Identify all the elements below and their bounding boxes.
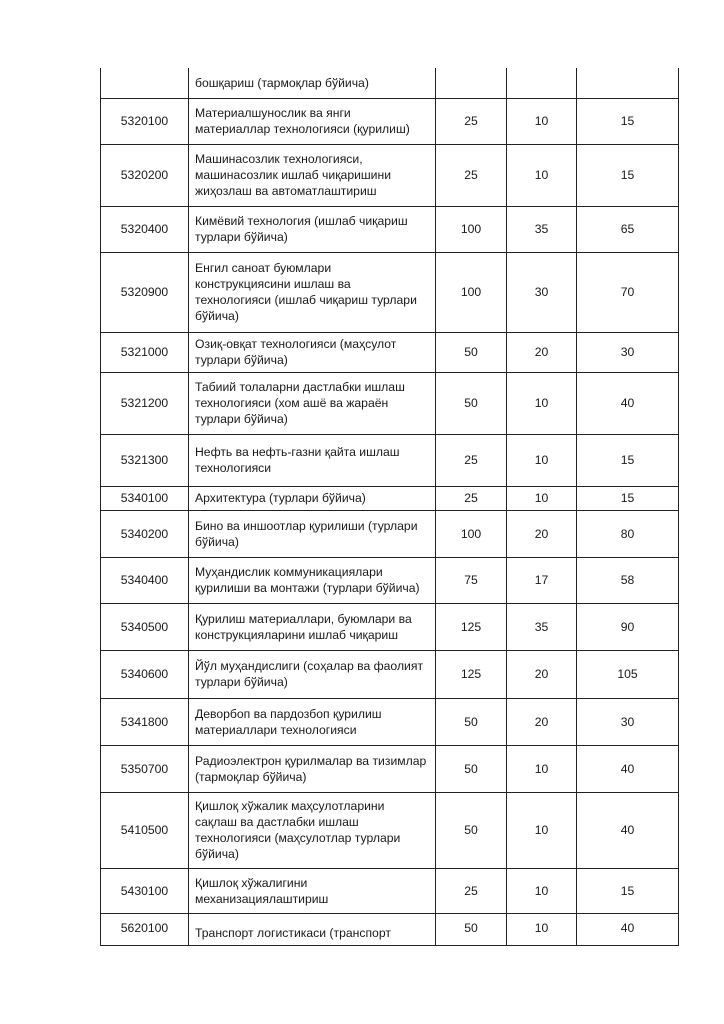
table-row [101, 206, 679, 252]
total-cell: 50 [436, 792, 507, 868]
table-row [101, 252, 679, 332]
total-cell: 100 [436, 206, 507, 252]
code-cell [101, 68, 189, 98]
a-cell: 10 [507, 792, 577, 868]
total-cell: 125 [436, 650, 507, 698]
table-row [101, 434, 679, 486]
table-row [101, 372, 679, 434]
a-cell: 10 [507, 913, 577, 945]
code-cell: 5350700 [101, 745, 189, 792]
total-cell [436, 68, 507, 98]
total-cell: 50 [436, 745, 507, 792]
b-cell: 15 [577, 486, 679, 510]
b-cell: 15 [577, 144, 679, 206]
total-cell: 25 [436, 486, 507, 510]
total-cell: 50 [436, 372, 507, 434]
b-cell: 30 [577, 698, 679, 745]
code-cell: 5620100 [101, 913, 189, 945]
a-cell: 10 [507, 868, 577, 913]
b-cell: 40 [577, 372, 679, 434]
a-cell: 10 [507, 98, 577, 144]
name-cell: Бино ва иншоотлар қурилиши (турлари бўйича) [189, 510, 436, 557]
b-cell: 15 [577, 98, 679, 144]
name-cell: бошқариш (тармоқлар бўйича) [189, 68, 436, 98]
a-cell: 10 [507, 434, 577, 486]
name-cell: Озиқ-овқат технологияси (маҳсулот турлари бўйича) [189, 332, 436, 372]
name-cell: Машинасозлик технологияси, машинасозлик ишлаб чиқаришини жиҳозлаш ва автоматлаштириш [189, 144, 436, 206]
name-cell: Архитектура (турлари бўйича) [189, 486, 436, 510]
code-cell: 5320900 [101, 252, 189, 332]
total-cell: 25 [436, 868, 507, 913]
code-cell: 5341800 [101, 698, 189, 745]
code-cell: 5340100 [101, 486, 189, 510]
table-row [101, 557, 679, 603]
total-cell: 50 [436, 332, 507, 372]
a-cell: 35 [507, 206, 577, 252]
a-cell: 10 [507, 144, 577, 206]
b-cell: 40 [577, 913, 679, 945]
b-cell: 58 [577, 557, 679, 603]
name-cell: Транспорт логистикаси (транспорт [189, 913, 436, 945]
name-cell: Қурилиш материаллари, буюмлари ва конструкцияларини ишлаб чиқариш [189, 603, 436, 650]
table-row [101, 510, 679, 557]
total-cell: 50 [436, 698, 507, 745]
a-cell: 30 [507, 252, 577, 332]
specialties-quota-table [100, 68, 679, 946]
total-cell: 25 [436, 144, 507, 206]
code-cell: 5321000 [101, 332, 189, 372]
code-cell: 5340400 [101, 557, 189, 603]
table-row [101, 650, 679, 698]
a-cell: 10 [507, 486, 577, 510]
a-cell: 10 [507, 372, 577, 434]
a-cell: 20 [507, 332, 577, 372]
table-row [101, 332, 679, 372]
a-cell [507, 68, 577, 98]
name-cell: Қишлоқ хўжалигини механизациялаштириш [189, 868, 436, 913]
table-row [101, 144, 679, 206]
a-cell: 20 [507, 698, 577, 745]
name-cell: Табиий толаларни дастлабки ишлаш технологияси (хом ашё ва жараён турлари бўйича) [189, 372, 436, 434]
name-cell: Радиоэлектрон қурилмалар ва тизимлар (тармоқлар бўйича) [189, 745, 436, 792]
code-cell: 5430100 [101, 868, 189, 913]
table-row [101, 792, 679, 868]
table-row [101, 68, 679, 98]
name-cell: Муҳандислик коммуникациялари қурилиши ва монтажи (турлари бўйича) [189, 557, 436, 603]
code-cell: 5410500 [101, 792, 189, 868]
code-cell: 5320400 [101, 206, 189, 252]
table-row [101, 868, 679, 913]
table-row [101, 698, 679, 745]
a-cell: 20 [507, 650, 577, 698]
name-cell: Кимёвий технология (ишлаб чиқариш турлари бўйича) [189, 206, 436, 252]
table-row [101, 603, 679, 650]
total-cell: 100 [436, 510, 507, 557]
code-cell: 5320200 [101, 144, 189, 206]
b-cell: 40 [577, 792, 679, 868]
total-cell: 100 [436, 252, 507, 332]
a-cell: 35 [507, 603, 577, 650]
table-row [101, 98, 679, 144]
b-cell: 90 [577, 603, 679, 650]
table-row [101, 745, 679, 792]
name-cell: Материалшунослик ва янги материаллар технологияси (қурилиш) [189, 98, 436, 144]
b-cell: 80 [577, 510, 679, 557]
b-cell: 30 [577, 332, 679, 372]
table-row [101, 913, 679, 945]
b-cell: 40 [577, 745, 679, 792]
a-cell: 17 [507, 557, 577, 603]
a-cell: 20 [507, 510, 577, 557]
b-cell [577, 68, 679, 98]
name-cell: Нефть ва нефть-газни қайта ишлаш технологияси [189, 434, 436, 486]
code-cell: 5320100 [101, 98, 189, 144]
b-cell: 65 [577, 206, 679, 252]
code-cell: 5340200 [101, 510, 189, 557]
code-cell: 5321300 [101, 434, 189, 486]
name-cell: Енгил саноат буюмлари конструкциясини ишлаш ва технологияси (ишлаб чиқариш турлари бўйича) [189, 252, 436, 332]
name-cell: Қишлоқ хўжалик маҳсулотларини сақлаш ва дастлабки ишлаш технологияси (маҳсулотлар турлари бўйича) [189, 792, 436, 868]
total-cell: 50 [436, 913, 507, 945]
b-cell: 15 [577, 868, 679, 913]
total-cell: 75 [436, 557, 507, 603]
a-cell: 10 [507, 745, 577, 792]
b-cell: 105 [577, 650, 679, 698]
b-cell: 15 [577, 434, 679, 486]
total-cell: 25 [436, 434, 507, 486]
name-cell: Йўл муҳандислиги (соҳалар ва фаолият турлари бўйича) [189, 650, 436, 698]
total-cell: 125 [436, 603, 507, 650]
b-cell: 70 [577, 252, 679, 332]
code-cell: 5340600 [101, 650, 189, 698]
name-cell: Деворбоп ва пардозбоп қурилиш материаллари технологияси [189, 698, 436, 745]
code-cell: 5321200 [101, 372, 189, 434]
code-cell: 5340500 [101, 603, 189, 650]
total-cell: 25 [436, 98, 507, 144]
table-row [101, 486, 679, 510]
